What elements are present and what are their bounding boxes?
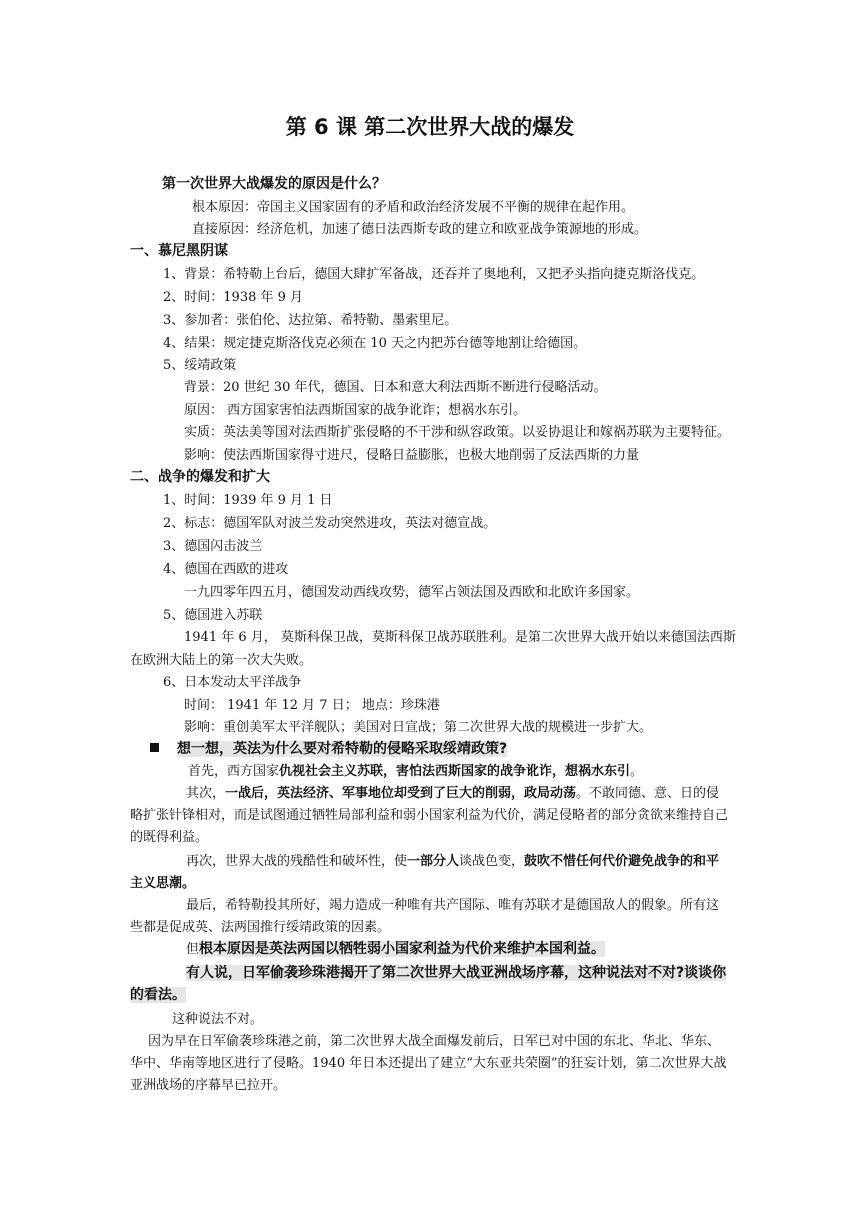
appeasement-background: 背景：20 世纪 30 年代，德国、日本和意大利法西斯不断进行侵略活动。	[184, 380, 607, 395]
war-item-pacific: 6、日本发动太平洋战争	[163, 675, 302, 690]
appeasement-essence: 实质：英法美等国对法西斯扩张侵略的不干涉和纵容政策。以妥协退让和嫁祸苏联为主要特征。	[184, 425, 731, 440]
munich-item-time: 2、时间：1938 年 9 月	[163, 290, 304, 305]
think-first-lead: 首先，西方国家	[188, 764, 280, 779]
munich-item-participants: 3、参加者：张伯伦、达拉第、希特勒、墨索里尼。	[163, 313, 458, 328]
think-reason-third	[130, 851, 730, 895]
think-first-bold: 仇视社会主义苏联，害怕法西斯国家的战争讹诈，想祸水东引	[279, 764, 631, 779]
think-reason-second	[130, 783, 730, 849]
soviet-union-detail: 1941 年 6 月， 莫斯科保卫战，莫斯科保卫战苏联胜利。是第二次世界大战开始以来德国法西斯	[184, 630, 736, 645]
think-reason-fourth: 最后，希特勒投其所好，竭力造成一种唯有共产国际、唯有苏联才是德国敌人的假象。所有这些都是促成英、法两国推行绥靖政策的因素。	[130, 898, 720, 935]
think-root-lead: 但	[186, 942, 200, 957]
think-second-lead: 其次，	[186, 786, 226, 801]
munich-item-result: 4、结果：规定捷克斯洛伐克必须在 10 天之内把苏台德等地割让给德国。	[163, 336, 587, 351]
appeasement-reason: 原因： 西方国家害怕法西斯国家的战争讹诈；想祸水东引。	[184, 403, 527, 418]
pearl-harbor-explanation: 因为早在日军偷袭珍珠港之前，第二次世界大战全面爆发前后，日军已对中国的东北、华北、华东、华中、华南等地区进行了侵略。1940 年日本还提出了建立“大东亚共荣圈”的狂妄计划，第二次世界大战亚洲战场的序幕早已拉开。	[130, 1034, 727, 1093]
think-third-lead: 再次，世界大战的残酷性和破坏性，使	[186, 854, 408, 869]
appeasement-impact: 影响：使法西斯国家得寸进尺，侵略日益膨胀，也极大地削弱了反法西斯的力量	[184, 448, 640, 463]
think-root-bold: 根本原因是英法两国以牺牲弱小国家利益为代价来维护本国利益。	[199, 941, 606, 957]
square-bullet-icon	[150, 743, 159, 752]
question-cause-ww1: 第一次世界大战爆发的原因是什么？	[162, 176, 386, 192]
soviet-union-detail-cont: 在欧洲大陆上的第一次大失败。	[130, 653, 313, 668]
think-third-bold-b: 鼓吹不惜任何代价避免战争的和平主义思潮。	[130, 854, 720, 891]
think-third-mid: 谈战色变，	[459, 854, 525, 869]
pacific-time-place: 时间： 1941 年 12 月 7 日； 地点：珍珠港	[184, 698, 440, 713]
western-europe-detail: 一九四零年四五月，德国发动西线攻势，德军占领法国及西欧和北欧许多国家。	[184, 585, 640, 600]
think-second-rest: 。不敢同德、意、日的侵略扩张针锋相对，而是试图通过牺牲局部利益和弱小国家利益为代价，满足侵略者的部分贪欲来维持自己的既得利益。	[130, 786, 729, 845]
think-second-bold: 一战后，英法经济、军事地位却受到了巨大的削弱，政局动荡	[225, 786, 577, 801]
war-item-time: 1、时间：1939 年 9 月 1 日	[163, 493, 333, 508]
think-question-text: 想一想，英法为什么要对希特勒的侵略采取绥靖政策?	[177, 741, 508, 757]
war-item-poland: 3、德国闪击波兰	[163, 539, 263, 554]
munich-item-appeasement: 5、绥靖政策	[163, 358, 237, 373]
think-third-bold-a: 一部分人	[407, 854, 460, 869]
pearl-harbor-question-text: 有人说，日军偷袭珍珠港揭开了第二次世界大战亚洲战场序幕，这种说法对不对?谈谈你的看法。	[130, 965, 727, 1003]
direct-cause-text: 直接原因：经济危机，加速了德日法西斯专政的建立和欧亚战争策源地的形成。	[192, 222, 648, 237]
war-item-western-europe: 4、德国在西欧的进攻	[163, 562, 289, 577]
think-first-end: 。	[630, 764, 644, 779]
think-root-cause	[186, 940, 605, 959]
think-reason-first	[188, 762, 643, 781]
section-heading-munich: 一、慕尼黑阴谋	[130, 243, 228, 259]
pearl-harbor-answer: 这种说法不对。	[172, 1012, 264, 1027]
think-question	[150, 740, 507, 759]
munich-item-background: 1、背景：希特勒上台后，德国大肆扩军备战，还吞并了奥地利，又把矛头指向捷克斯洛伐克。	[163, 267, 705, 282]
pacific-impact: 影响：重创美军太平洋舰队；美国对日宣战；第二次世界大战的规模进一步扩大。	[184, 720, 653, 735]
war-item-soviet-union: 5、德国进入苏联	[163, 608, 263, 623]
war-item-marker: 2、标志：德国军队对波兰发动突然进攻，英法对德宣战。	[163, 516, 497, 531]
pearl-harbor-question	[130, 962, 730, 1006]
page-title: 第 6 课 第二次世界大战的爆发	[285, 115, 575, 139]
root-cause-text: 根本原因：帝国主义国家固有的矛盾和政治经济发展不平衡的规律在起作用。	[192, 200, 635, 215]
section-heading-war-outbreak: 二、战争的爆发和扩大	[130, 469, 270, 485]
